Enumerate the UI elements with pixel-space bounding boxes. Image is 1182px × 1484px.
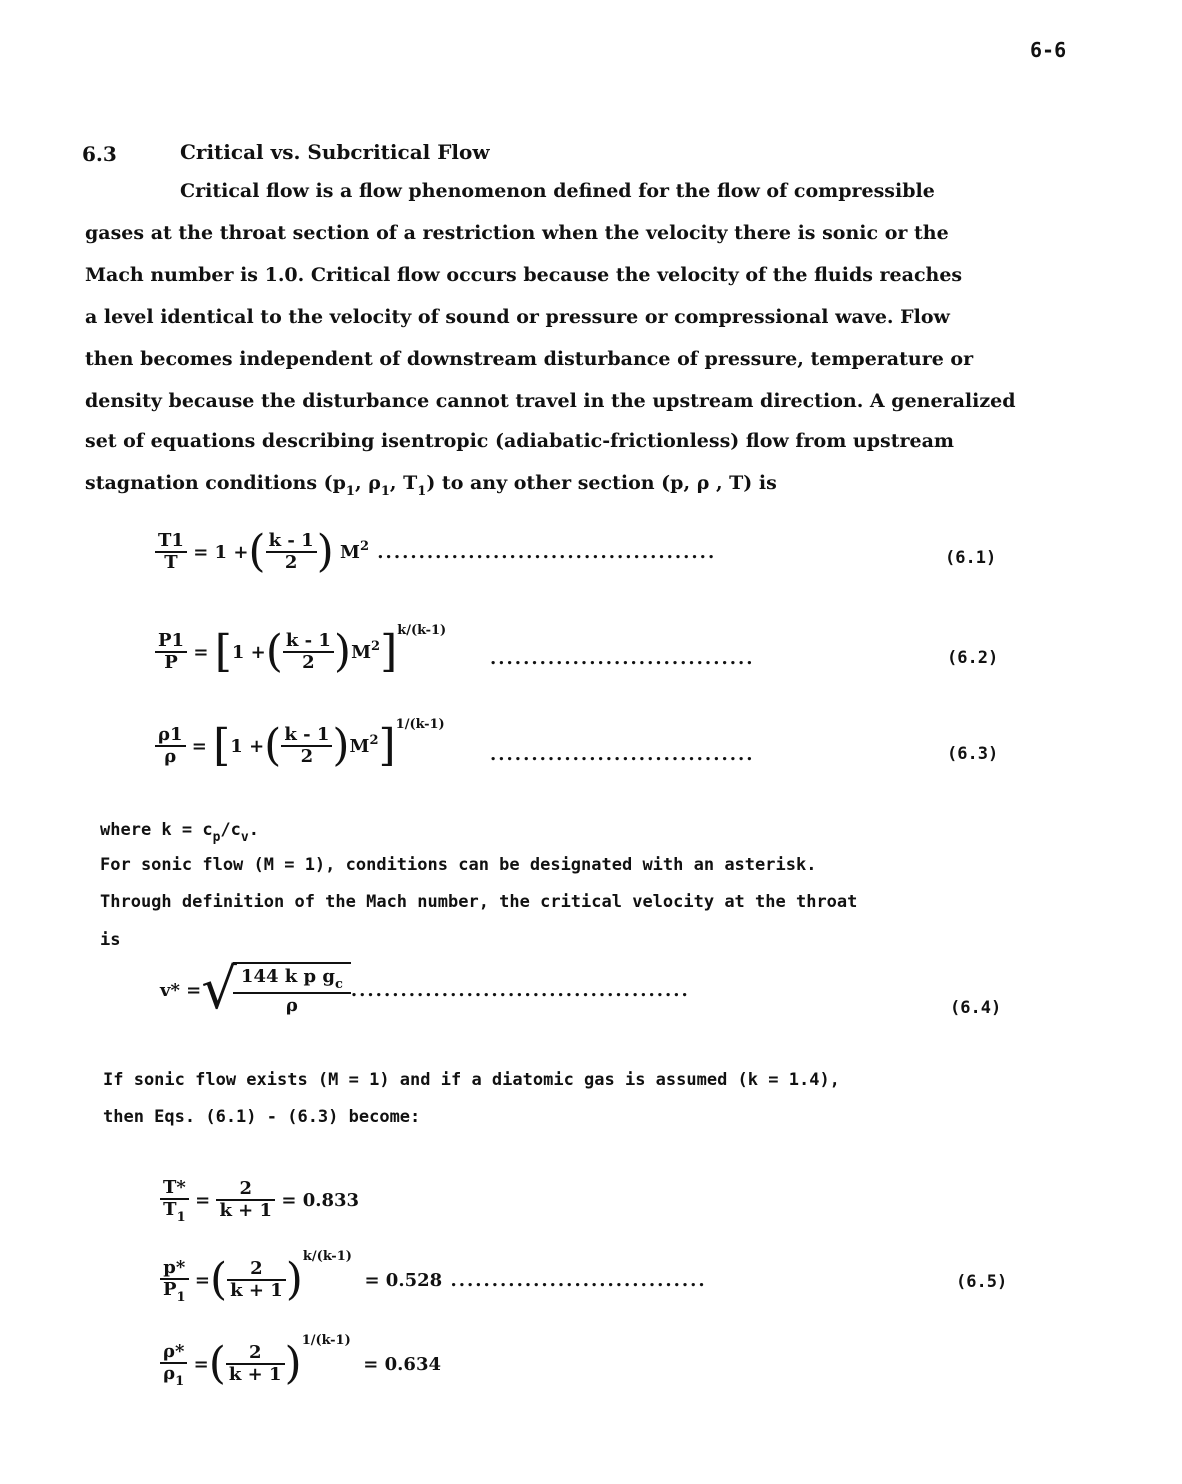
equation-label-6-5: (6.5)	[956, 1272, 1008, 1292]
paragraph-line-8: stagnation conditions ($p_1$, $\rho_1$, $T_1$) to any other section (p, ρ , T) is	[85, 472, 777, 499]
section-title: Critical vs. Subcritical Flow	[180, 140, 490, 164]
equation-label-6-3: (6.3)	[947, 744, 999, 764]
equation-label-6-1: (6.1)	[945, 548, 997, 568]
paragraph-line-4: a level identical to the velocity of sound or pressure or compressional wave. Flow	[85, 306, 950, 328]
square-root: √ $\frac{144 k p g_c}{\rho}$	[201, 962, 351, 1018]
eq1-lhs-fraction: $\frac{T1}{T}$	[155, 531, 187, 573]
where-line: where $k = c_p/c_v$.	[100, 820, 259, 845]
page-number: 6-6	[1030, 38, 1067, 62]
paragraph-line-7: set of equations describing isentropic (adiabatic-frictionless) flow from upstream	[85, 430, 955, 452]
text-line-definition: Through definition of the Mach number, the critical velocity at the throat	[100, 892, 858, 912]
text-line-sonic: For sonic flow (M = 1), conditions can be designated with an asterisk.	[100, 855, 817, 875]
equation-6-3: $\frac{\rho 1}{\rho}$ = [ 1 + ( $\frac{k - 1}{2}$ ) $M^2$ ] 1/(k-1)	[155, 724, 445, 768]
text-line-is: is	[100, 930, 121, 950]
equation-6-3-leader: ................................	[490, 744, 755, 765]
paragraph-line-5: then becomes independent of downstream disturbance of pressure, temperature or	[85, 348, 974, 370]
equation-6-4: v* = √ $\frac{144 k p g_c}{\rho}$ .........................................	[160, 957, 690, 1022]
ratio-temperature: $\frac{T*}{T_1}$ = $\frac{2}{k + 1}$ = 0.833	[160, 1178, 359, 1222]
text-line-then-eqs: then Eqs. (6.1) - (6.3) become:	[103, 1107, 421, 1127]
equation-label-6-2: (6.2)	[947, 648, 999, 668]
equation-6-2-leader: ................................	[490, 648, 755, 669]
equation-6-1: $\frac{T1}{T}$ = 1 + ( $\frac{k - 1}{2}$ ) $M^2$ .........................................	[155, 530, 716, 574]
ratio-pressure: $\frac{p*}{P_1}$ = ( $\frac{2}{k + 1}$ ) k/(k-1) = 0.528 ...............................	[160, 1258, 707, 1302]
paragraph-line-6: density because the disturbance cannot travel in the upstream direction. A generalized	[85, 390, 1016, 412]
paragraph-line-1: Critical flow is a flow phenomenon defined for the flow of compressible	[180, 180, 935, 202]
paragraph-line-2: gases at the throat section of a restriction when the velocity there is sonic or the	[85, 222, 949, 244]
equation-6-2: $\frac{P1}{P}$ = [ 1 + ( $\frac{k - 1}{2}$ ) $M^2$ ] k/(k-1)	[155, 630, 446, 674]
text-line-if-sonic: If sonic flow exists (M = 1) and if a diatomic gas is assumed (k = 1.4),	[103, 1070, 840, 1090]
paragraph-line-3: Mach number is 1.0. Critical flow occurs because the velocity of the fluids reaches	[85, 264, 963, 286]
ratio-density: $\frac{\rho*}{\rho_1}$ = ( $\frac{2}{k + 1}$ ) 1/(k-1) = 0.634	[160, 1342, 441, 1386]
equation-label-6-4: (6.4)	[950, 998, 1002, 1018]
section-number: 6.3	[82, 142, 117, 166]
